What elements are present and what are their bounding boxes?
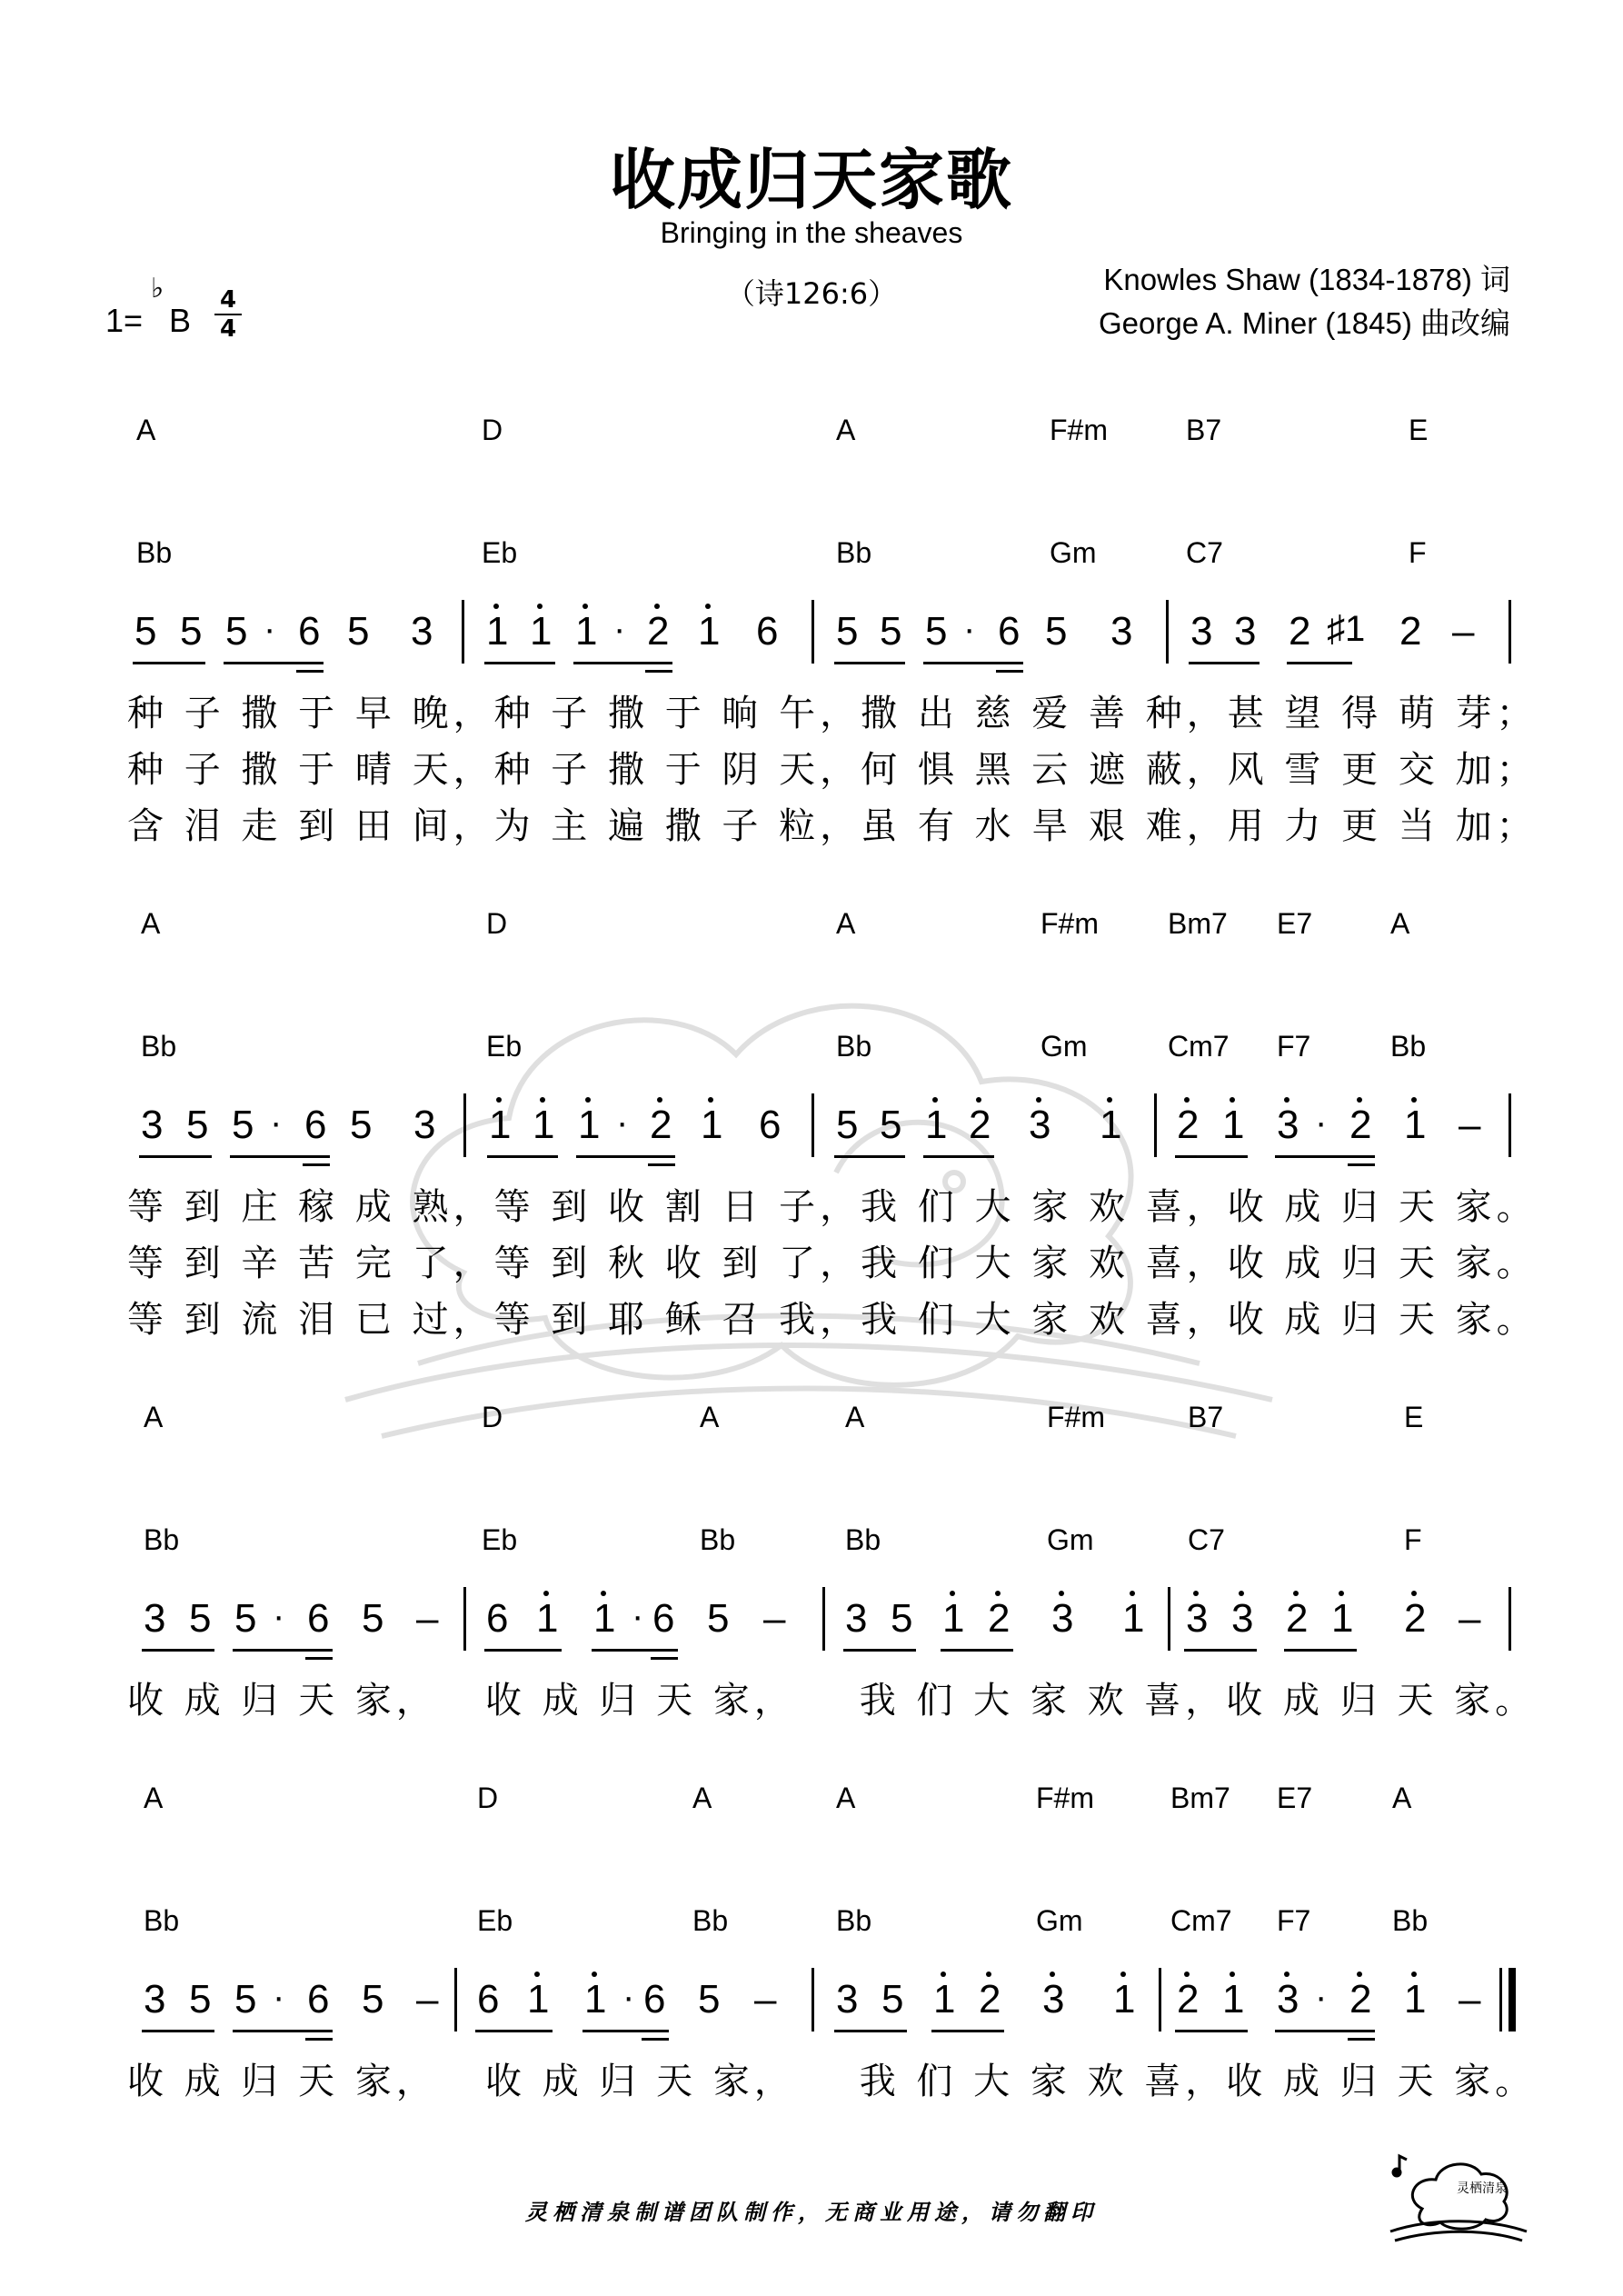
chord-label: Cm7 bbox=[1168, 1030, 1230, 1063]
chord-label: A bbox=[845, 1401, 865, 1433]
note: 1 bbox=[942, 1596, 965, 1641]
octave-dot bbox=[657, 1097, 662, 1103]
octave-dot bbox=[950, 1591, 955, 1596]
octave-dot bbox=[1184, 1097, 1190, 1103]
chord-label: Bb bbox=[836, 1904, 872, 1937]
note: 3 bbox=[845, 1596, 868, 1641]
note: 1 bbox=[933, 1977, 956, 2021]
octave-dot bbox=[708, 1097, 713, 1103]
beam-line bbox=[941, 1649, 1013, 1652]
chord-label: Eb bbox=[482, 536, 518, 569]
chord-label: A bbox=[836, 907, 856, 940]
note: 1 bbox=[489, 1103, 512, 1147]
note: 3 bbox=[1042, 1977, 1065, 2021]
note-dash: – bbox=[416, 1596, 439, 1641]
note: 2 bbox=[988, 1596, 1011, 1641]
lyric-line: 等 到 辛 苦 完 了，等 到 秋 收 到 了，我 们 大 家 欢 喜，收 成 归 天 家。 bbox=[127, 1243, 1538, 1284]
octave-dot bbox=[601, 1591, 606, 1596]
octave-dot bbox=[1193, 1591, 1199, 1596]
beam-line bbox=[651, 1649, 678, 1652]
note-dash: – bbox=[754, 1977, 777, 2021]
bar-line bbox=[812, 1093, 814, 1157]
note: 2 bbox=[1289, 609, 1311, 654]
octave-dot bbox=[1130, 1591, 1135, 1596]
octave-dot bbox=[976, 1097, 981, 1103]
note: 1 bbox=[1222, 1103, 1245, 1147]
beam-line bbox=[487, 1155, 558, 1158]
note-dot: · bbox=[613, 609, 626, 649]
beam-line bbox=[996, 662, 1023, 664]
lyric-line: 等 到 庄 稼 成 熟，等 到 收 割 日 子，我 们 大 家 欢 喜，收 成 归 天 家。 bbox=[127, 1186, 1538, 1228]
note: 5 bbox=[891, 1596, 913, 1641]
beam-line bbox=[1348, 1155, 1375, 1158]
chord-label: A bbox=[141, 907, 161, 940]
octave-dot bbox=[493, 604, 499, 609]
octave-dot bbox=[1284, 1097, 1289, 1103]
chord-label: C7 bbox=[1188, 1523, 1225, 1556]
note: 3 bbox=[1051, 1596, 1074, 1641]
bar-line bbox=[1508, 1587, 1511, 1651]
chord-label: Bm7 bbox=[1168, 907, 1228, 940]
chord-label: E bbox=[1409, 414, 1429, 446]
beam-line bbox=[142, 1649, 214, 1652]
chord-label: B7 bbox=[1186, 414, 1222, 446]
chord-label: F#m bbox=[1050, 414, 1108, 446]
footer-notice: 灵栖清泉制谱团队制作，无商业用途，请勿翻印 bbox=[525, 2199, 1098, 2225]
chord-label: D bbox=[482, 414, 503, 446]
octave-dot bbox=[582, 604, 588, 609]
note: 5 bbox=[362, 1977, 384, 2021]
key-note: B bbox=[169, 302, 192, 339]
beam-line bbox=[843, 1649, 916, 1652]
octave-dot bbox=[1059, 1591, 1064, 1596]
chord-label: Gm bbox=[1036, 1904, 1083, 1937]
note: 2 bbox=[1286, 1596, 1309, 1641]
beam-line bbox=[296, 662, 324, 664]
beam-line bbox=[648, 1155, 675, 1158]
octave-dot bbox=[654, 604, 660, 609]
note: 6 bbox=[298, 609, 321, 654]
note-dash: – bbox=[1459, 1103, 1481, 1147]
note: 3 bbox=[1110, 609, 1133, 654]
octave-dot bbox=[1239, 1591, 1244, 1596]
note: 5 bbox=[134, 609, 157, 654]
chord-label: Bb bbox=[845, 1523, 881, 1556]
chord-label: Gm bbox=[1050, 536, 1097, 569]
note: 1 bbox=[1404, 1977, 1427, 2021]
chord-label: Eb bbox=[486, 1030, 523, 1063]
note: 2 bbox=[1349, 1103, 1372, 1147]
beam-line bbox=[484, 1649, 562, 1652]
note: 5 bbox=[234, 1596, 257, 1641]
octave-dot bbox=[496, 1097, 502, 1103]
note-dot: · bbox=[632, 1596, 644, 1636]
octave-dot bbox=[537, 604, 543, 609]
time-signature-bottom: 4 bbox=[219, 315, 237, 343]
beam-line bbox=[1348, 2038, 1375, 2041]
note: 5 bbox=[234, 1977, 257, 2021]
chord-label: D bbox=[477, 1782, 499, 1814]
chord-label: Gm bbox=[1047, 1523, 1094, 1556]
note: 1 bbox=[1404, 1103, 1427, 1147]
beam-line bbox=[1184, 1649, 1257, 1652]
composer-credit: George A. Miner (1845) 曲改编 bbox=[1098, 306, 1510, 340]
note: 6 bbox=[307, 1596, 330, 1641]
bar-line bbox=[1166, 600, 1169, 664]
chord-label: Bb bbox=[141, 1030, 177, 1063]
note: 5 bbox=[836, 609, 859, 654]
beam-line bbox=[648, 1163, 675, 1166]
scripture-reference: （诗126:6） bbox=[725, 276, 898, 311]
beam-line bbox=[1175, 2030, 1248, 2032]
sheep-watermark-icon bbox=[327, 891, 1290, 1454]
note: 2 bbox=[647, 609, 670, 654]
note-dot: · bbox=[616, 1103, 629, 1143]
lyric-line: 含 泪 走 到 田 间，为 主 遍 撒 子 粒，虽 有 水 旱 艰 难，用 力 更 当 加； bbox=[127, 805, 1538, 847]
chord-label: A bbox=[836, 1782, 856, 1814]
note-dot: · bbox=[273, 1977, 285, 2017]
note: 5 bbox=[707, 1596, 730, 1641]
chord-label: E bbox=[1404, 1401, 1424, 1433]
flat-sign: ♭ bbox=[151, 273, 164, 304]
chord-label: Gm bbox=[1041, 1030, 1088, 1063]
lyric-line: 种 子 撒 于 晴 天，种 子 撒 于 阴 天，何 惧 黑 云 遮 蔽，风 雪 更 交 加； bbox=[127, 749, 1538, 791]
logo-text: 灵栖清泉 bbox=[1457, 2181, 1508, 2196]
note: 2 bbox=[650, 1103, 672, 1147]
chord-label: Bb bbox=[836, 536, 872, 569]
chord-label: A bbox=[836, 414, 856, 446]
chord-label: C7 bbox=[1186, 536, 1223, 569]
beam-line bbox=[305, 2030, 333, 2032]
octave-dot bbox=[932, 1097, 938, 1103]
beam-line bbox=[305, 1649, 333, 1652]
note: 1 bbox=[530, 609, 553, 654]
note: 3 bbox=[1186, 1596, 1209, 1641]
octave-dot bbox=[941, 1972, 946, 1977]
beam-line bbox=[484, 662, 555, 664]
note-dash: – bbox=[763, 1596, 786, 1641]
octave-dot bbox=[585, 1097, 591, 1103]
note: 1 bbox=[486, 609, 509, 654]
chord-label: A bbox=[1390, 907, 1410, 940]
chord-label: F7 bbox=[1277, 1904, 1311, 1937]
chord-label: F#m bbox=[1047, 1401, 1105, 1433]
chord-label: Bb bbox=[1392, 1904, 1429, 1937]
song-title: 收成归天家歌 bbox=[609, 142, 1013, 218]
note: 5 bbox=[880, 1103, 902, 1147]
octave-dot bbox=[540, 1097, 545, 1103]
chord-label: Eb bbox=[477, 1904, 513, 1937]
note: 5 bbox=[225, 609, 248, 654]
lyricist-credit: Knowles Shaw (1834-1878) 词 bbox=[1103, 263, 1510, 296]
lyric-line: 种 子 撒 于 早 晚，种 子 撒 于 晌 午，撒 出 慈 爱 善 种，甚 望 得 萌 芽； bbox=[127, 693, 1538, 734]
note: 5 bbox=[347, 609, 370, 654]
chord-label: E7 bbox=[1277, 1782, 1313, 1814]
note: 6 bbox=[652, 1596, 675, 1641]
note: 3 bbox=[1234, 609, 1257, 654]
note-dash: – bbox=[1452, 609, 1475, 654]
octave-dot bbox=[1339, 1591, 1344, 1596]
beam-line bbox=[142, 2030, 214, 2032]
beam-line bbox=[651, 1657, 678, 1660]
note-dash: – bbox=[416, 1977, 439, 2021]
chord-label: Bb bbox=[144, 1904, 180, 1937]
beam-line bbox=[139, 1155, 212, 1158]
note: 3 bbox=[413, 1103, 436, 1147]
sheep-logo-icon bbox=[1386, 2145, 1531, 2245]
chord-label: B7 bbox=[1188, 1401, 1224, 1433]
note: 5 bbox=[232, 1103, 254, 1147]
note: 6 bbox=[304, 1103, 327, 1147]
note: 5 bbox=[836, 1103, 859, 1147]
chord-label: D bbox=[482, 1401, 503, 1433]
key-prefix: 1= bbox=[105, 302, 144, 339]
octave-dot bbox=[1411, 1972, 1417, 1977]
note: 6 bbox=[486, 1596, 509, 1641]
note: 3 bbox=[1190, 609, 1213, 654]
octave-dot bbox=[705, 604, 711, 609]
bar-line bbox=[1159, 1968, 1161, 2031]
note: 1 bbox=[533, 1103, 555, 1147]
octave-dot bbox=[592, 1972, 597, 1977]
note: 6 bbox=[307, 1977, 330, 2021]
note: 1 bbox=[698, 609, 721, 654]
note: 1 bbox=[1122, 1596, 1145, 1641]
bar-line bbox=[822, 1587, 825, 1651]
chord-label: F bbox=[1409, 536, 1427, 569]
beam-line bbox=[1175, 1155, 1248, 1158]
chord-label: A bbox=[144, 1782, 164, 1814]
note: 5 bbox=[880, 609, 902, 654]
bar-line bbox=[463, 1587, 466, 1651]
octave-dot bbox=[1357, 1097, 1362, 1103]
note: 5 bbox=[925, 609, 948, 654]
note-dot: · bbox=[1315, 1103, 1328, 1143]
beam-line bbox=[305, 2038, 333, 2041]
note: 3 bbox=[144, 1977, 166, 2021]
note: 6 bbox=[998, 609, 1021, 654]
note-dot: · bbox=[264, 609, 276, 649]
bar-line bbox=[1168, 1587, 1170, 1651]
octave-dot bbox=[986, 1972, 991, 1977]
octave-dot bbox=[1036, 1097, 1041, 1103]
note: 6 bbox=[756, 609, 779, 654]
chord-label: Cm7 bbox=[1170, 1904, 1232, 1937]
note: 5 bbox=[180, 609, 203, 654]
beam-line bbox=[996, 670, 1023, 673]
beam-line bbox=[133, 662, 205, 664]
bar-line bbox=[1508, 1093, 1511, 1157]
beam-line bbox=[475, 2030, 553, 2032]
note: 2 bbox=[1177, 1977, 1200, 2021]
beam-line bbox=[931, 2030, 1004, 2032]
final-bar-line bbox=[1508, 1968, 1516, 2031]
beam-line bbox=[642, 2030, 669, 2032]
note: 5 bbox=[186, 1103, 209, 1147]
note: 6 bbox=[477, 1977, 500, 2021]
note: 5 bbox=[362, 1596, 384, 1641]
note: 1 bbox=[527, 1977, 550, 2021]
beam-line bbox=[1284, 1649, 1357, 1652]
chord-label: Bb bbox=[136, 536, 173, 569]
time-signature bbox=[214, 287, 242, 342]
chord-label: A bbox=[692, 1782, 712, 1814]
chord-label: Bb bbox=[1390, 1030, 1427, 1063]
note: 5 bbox=[881, 1977, 904, 2021]
bar-line bbox=[812, 600, 814, 664]
note: 1 bbox=[1113, 1977, 1136, 2021]
lyric-line: 等 到 流 泪 已 过，等 到 耶 稣 召 我，我 们 大 家 欢 喜，收 成 归 天 家。 bbox=[127, 1299, 1538, 1341]
beam-line bbox=[1189, 662, 1260, 664]
chord-label: F7 bbox=[1277, 1030, 1311, 1063]
note-dot: · bbox=[270, 1103, 283, 1143]
octave-dot bbox=[1293, 1591, 1299, 1596]
octave-dot bbox=[1411, 1591, 1417, 1596]
chord-label: A bbox=[1392, 1782, 1412, 1814]
note: 3 bbox=[141, 1103, 164, 1147]
octave-dot bbox=[1411, 1097, 1417, 1103]
note: 1 bbox=[1331, 1596, 1354, 1641]
chord-label: Bb bbox=[144, 1523, 180, 1556]
beam-line bbox=[923, 1155, 994, 1158]
note: 5 bbox=[698, 1977, 721, 2021]
beam-line bbox=[1348, 1163, 1375, 1166]
beam-line bbox=[1287, 662, 1352, 664]
note: 2 bbox=[1177, 1103, 1200, 1147]
note: 2 bbox=[1399, 609, 1422, 654]
bar-line bbox=[812, 1968, 814, 2031]
note-dash: – bbox=[1459, 1596, 1481, 1641]
chord-label: A bbox=[136, 414, 156, 446]
chord-label: A bbox=[700, 1401, 720, 1433]
note: 1 bbox=[701, 1103, 723, 1147]
note: 3 bbox=[411, 609, 433, 654]
note: 1 bbox=[575, 609, 598, 654]
note: 1 bbox=[584, 1977, 607, 2021]
beam-line bbox=[834, 2030, 907, 2032]
note: 3 bbox=[1029, 1103, 1051, 1147]
note: 3 bbox=[1277, 1977, 1299, 2021]
octave-dot bbox=[1230, 1097, 1235, 1103]
note: 1 bbox=[1100, 1103, 1122, 1147]
bar-line bbox=[1154, 1093, 1157, 1157]
octave-dot bbox=[995, 1591, 1001, 1596]
octave-dot bbox=[1107, 1097, 1112, 1103]
chord-label: F bbox=[1404, 1523, 1422, 1556]
time-signature-top: 4 bbox=[219, 286, 237, 314]
note: 2 bbox=[969, 1103, 991, 1147]
note-dot: · bbox=[963, 609, 976, 649]
beam-line bbox=[305, 1657, 333, 1660]
bar-line bbox=[1499, 1968, 1502, 2031]
chord-label: Bb bbox=[692, 1904, 729, 1937]
note: 1 bbox=[536, 1596, 559, 1641]
note: 3 bbox=[1231, 1596, 1254, 1641]
beam-line bbox=[834, 662, 905, 664]
bar-line bbox=[463, 1093, 466, 1157]
chord-label: A bbox=[144, 1401, 164, 1433]
chord-label: Bb bbox=[700, 1523, 736, 1556]
octave-dot bbox=[1120, 1972, 1126, 1977]
note: 3 bbox=[836, 1977, 859, 2021]
note-dot: · bbox=[622, 1977, 635, 2017]
bar-line bbox=[462, 600, 464, 664]
chord-label: D bbox=[486, 907, 508, 940]
octave-dot bbox=[1184, 1972, 1190, 1977]
beam-line bbox=[296, 670, 324, 673]
chord-label: F#m bbox=[1036, 1782, 1094, 1814]
note-dot: · bbox=[1315, 1977, 1328, 2017]
note: 5 bbox=[189, 1596, 212, 1641]
note: 6 bbox=[643, 1977, 666, 2021]
note: 2 bbox=[979, 1977, 1001, 2021]
octave-dot bbox=[1357, 1972, 1362, 1977]
song-subtitle: Bringing in the sheaves bbox=[660, 216, 963, 249]
note: 5 bbox=[350, 1103, 373, 1147]
bar-line bbox=[454, 1968, 457, 2031]
note: 2 bbox=[1404, 1596, 1427, 1641]
note: 5 bbox=[189, 1977, 212, 2021]
note: 5 bbox=[1045, 609, 1068, 654]
beam-line bbox=[645, 670, 672, 673]
beam-line bbox=[1348, 2030, 1375, 2032]
beam-line bbox=[834, 1155, 905, 1158]
note: 3 bbox=[144, 1596, 166, 1641]
beam-line bbox=[645, 662, 672, 664]
octave-dot bbox=[1050, 1972, 1055, 1977]
note: ♯1 bbox=[1327, 609, 1366, 649]
octave-dot bbox=[1284, 1972, 1289, 1977]
chord-label: E7 bbox=[1277, 907, 1313, 940]
lyric-line: 收 成 归 天 家， 收 成 归 天 家， 我 们 大 家 欢 喜，收 成 归 天 家。 bbox=[127, 2061, 1537, 2102]
chord-label: Bm7 bbox=[1170, 1782, 1230, 1814]
chord-label: Bb bbox=[836, 1030, 872, 1063]
note: 2 bbox=[1349, 1977, 1372, 2021]
note-dot: · bbox=[273, 1596, 285, 1636]
chord-label: Eb bbox=[482, 1523, 518, 1556]
octave-dot bbox=[1230, 1972, 1235, 1977]
chord-label: F#m bbox=[1041, 907, 1099, 940]
note: 1 bbox=[1222, 1977, 1245, 2021]
note-dash: – bbox=[1459, 1977, 1481, 2021]
octave-dot bbox=[543, 1591, 549, 1596]
note: 6 bbox=[759, 1103, 782, 1147]
lyric-line: 收 成 归 天 家， 收 成 归 天 家， 我 们 大 家 欢 喜，收 成 归 天 家。 bbox=[127, 1680, 1537, 1722]
beam-line bbox=[303, 1163, 330, 1166]
beam-line bbox=[303, 1155, 330, 1158]
note: 3 bbox=[1277, 1103, 1299, 1147]
note: 1 bbox=[593, 1596, 616, 1641]
bar-line bbox=[1508, 600, 1511, 664]
note: 1 bbox=[578, 1103, 601, 1147]
note: 1 bbox=[925, 1103, 948, 1147]
octave-dot bbox=[534, 1972, 540, 1977]
beam-line bbox=[642, 2038, 669, 2041]
